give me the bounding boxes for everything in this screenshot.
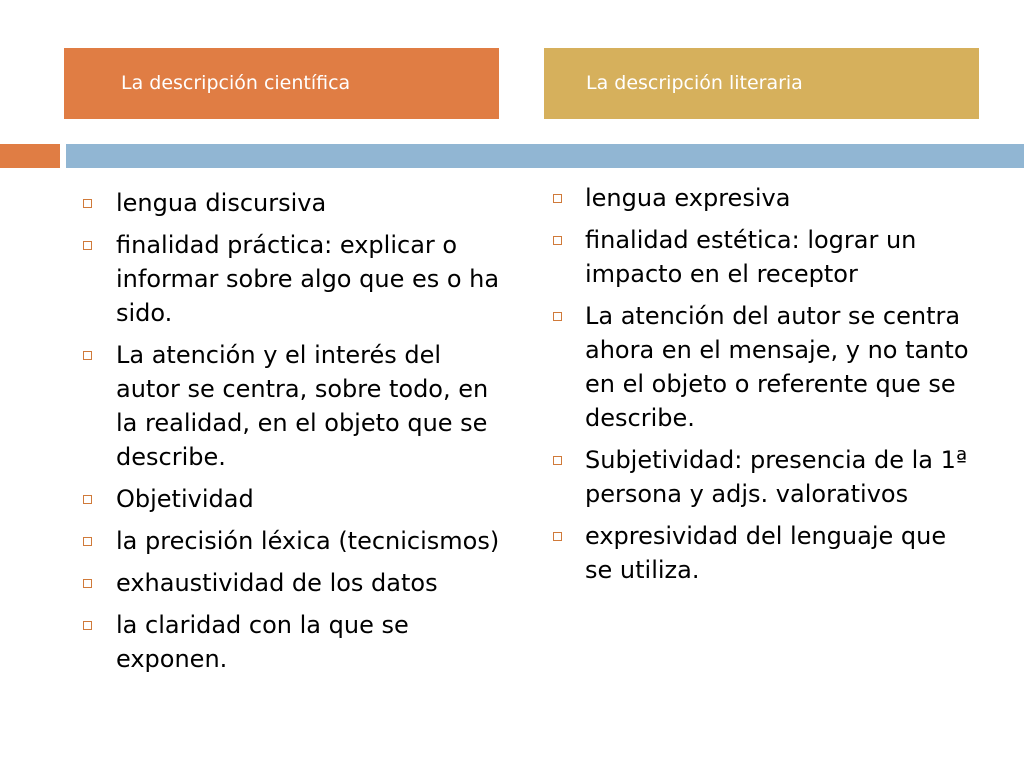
list-item: La atención del autor se centra ahora en el mensaje, y no tanto en el objeto o referente que se describe. [550,299,975,435]
square-bullet-icon [83,579,92,588]
square-bullet-icon [553,236,562,245]
right-header [544,48,979,119]
square-bullet-icon [553,456,562,465]
right-bullet-list [550,181,975,587]
right-column [550,181,975,595]
list-item: la claridad con la que se exponen. [80,608,500,676]
square-bullet-icon [83,621,92,630]
list-item: Subjetividad: presencia de la 1ª persona y adjs. valorativos [550,443,975,511]
right-header-title: La descripción literaria [586,72,803,94]
list-item: Objetividad [80,482,500,516]
square-bullet-icon [553,194,562,203]
left-column [80,186,500,684]
square-bullet-icon [83,241,92,250]
square-bullet-icon [83,199,92,208]
square-bullet-icon [553,532,562,541]
left-header [64,48,499,119]
decorative-band-accent [0,144,60,168]
square-bullet-icon [553,312,562,321]
list-item: lengua expresiva [550,181,975,215]
list-item: La atención y el interés del autor se centra, sobre todo, en la realidad, en el objeto que se describe. [80,338,500,474]
square-bullet-icon [83,537,92,546]
left-bullet-list [80,186,500,676]
list-item: finalidad estética: lograr un impacto en el receptor [550,223,975,291]
list-item: expresividad del lenguaje que se utiliza. [550,519,975,587]
left-header-title: La descripción científica [121,72,351,94]
list-item: finalidad práctica: explicar o informar sobre algo que es o ha sido. [80,228,500,330]
decorative-band [66,144,1024,168]
list-item: lengua discursiva [80,186,500,220]
list-item: la precisión léxica (tecnicismos) [80,524,500,558]
square-bullet-icon [83,351,92,360]
list-item: exhaustividad de los datos [80,566,500,600]
square-bullet-icon [83,495,92,504]
